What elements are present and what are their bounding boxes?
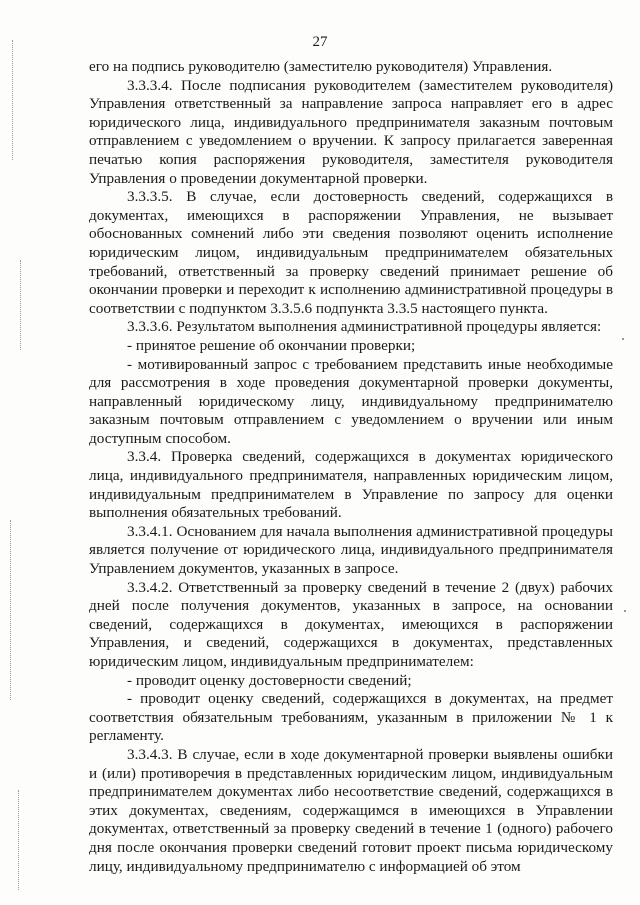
scan-artifact [20, 260, 47, 350]
paragraph: 3.3.3.6. Результатом выполнения административной процедуры является: [127, 318, 602, 336]
page-number: 27 [312, 34, 328, 50]
paragraph: 3.3.3.4. После подписания руководителем (заместителем руководителя) Управления ответственный за направление запроса направляет его в адрес юридического лица, индивидуального предпринимателя заказным почтовым отправлением с уведомлением о вручении. К запросу прилагается заверенная печатью копия распоряжения руководителя, заместителя руководителя Управления о проведении документарной проверки. [89, 76, 613, 187]
paragraph: 3.3.4.3. В случае, если в ходе документарной проверки выявлены ошибки и (или) противоречия в представленных юридическим лицом, индивидуальным предпринимателем документах либо несоответствие сведений, содержащихся в этих документах, сведениям, содержащимся в имеющихся в Управлении документах, ответственный за проверку сведений в течение 1 (одного) рабочего дня после окончания проверки сведений готовит проект письма юридическому лицу, индивидуальному предпринимателю с информацией об этом [89, 745, 613, 875]
scan-artifact [12, 40, 39, 160]
list-item: - проводит оценку сведений, содержащихся в документах, на предмет соответствия обязательным требованиям, указанным в приложении № 1 к регламенту. [89, 690, 613, 745]
paragraph: 3.3.4.1. Основанием для начала выполнения административной процедуры является получение от юридического лица, индивидуального предпринимателя Управлением документов, указанных в запросе. [89, 522, 613, 578]
paragraph: 3.3.3.5. В случае, если достоверность сведений, содержащихся в документах, имеющихся в распоряжении Управления, не вызывает обоснованных сомнений либо эти сведения позволяют оценить исполнение юридическим лицом, индивидуальным предпринимателем обязательных требований, ответственный за проверку сведений принимает решение об окончании проверки и переходит к исполнению административной процедуры в соответствии с подпунктом 3.3.5.6 подпункта 3.3.5 настоящего пункта. [89, 188, 613, 317]
scan-artifact [10, 520, 37, 700]
paragraph: его на подпись руководителю (заместителю руководителя) Управления. [89, 58, 553, 75]
paragraph: 3.3.4.2. Ответственный за проверку сведений в течение 2 (двух) рабочих дней после получения документов, указанных в запросе, на основании сведений, содержащихся в документах, имеющихся в распоряжении Управления, и сведений, содержащихся в документах, представленных юридическим лицом, индивидуальным предпринимателем: [89, 578, 613, 670]
list-item: - принятое решение об окончании проверки; [127, 336, 416, 354]
list-item: - проводит оценку достоверности сведений; [127, 671, 412, 689]
scan-artifact [624, 610, 626, 612]
document-body [89, 58, 613, 876]
paragraph: 3.3.4. Проверка сведений, содержащихся в документах юридического лица, индивидуального предпринимателя, направленных юридическим лицом, индивидуальным предпринимателем в Управление по запросу для оценки выполнения обязательных требований. [89, 448, 613, 522]
list-item: - мотивированный запрос с требованием представить иные необходимые для рассмотрения в ходе проведения документарной проверки документы, направленный юридическому лицу, индивидуальному предпринимателю заказным почтовым отправлением с уведомлением о вручении или иным доступным способом. [89, 355, 613, 447]
scan-artifact [18, 790, 45, 890]
scan-artifact [622, 338, 624, 340]
